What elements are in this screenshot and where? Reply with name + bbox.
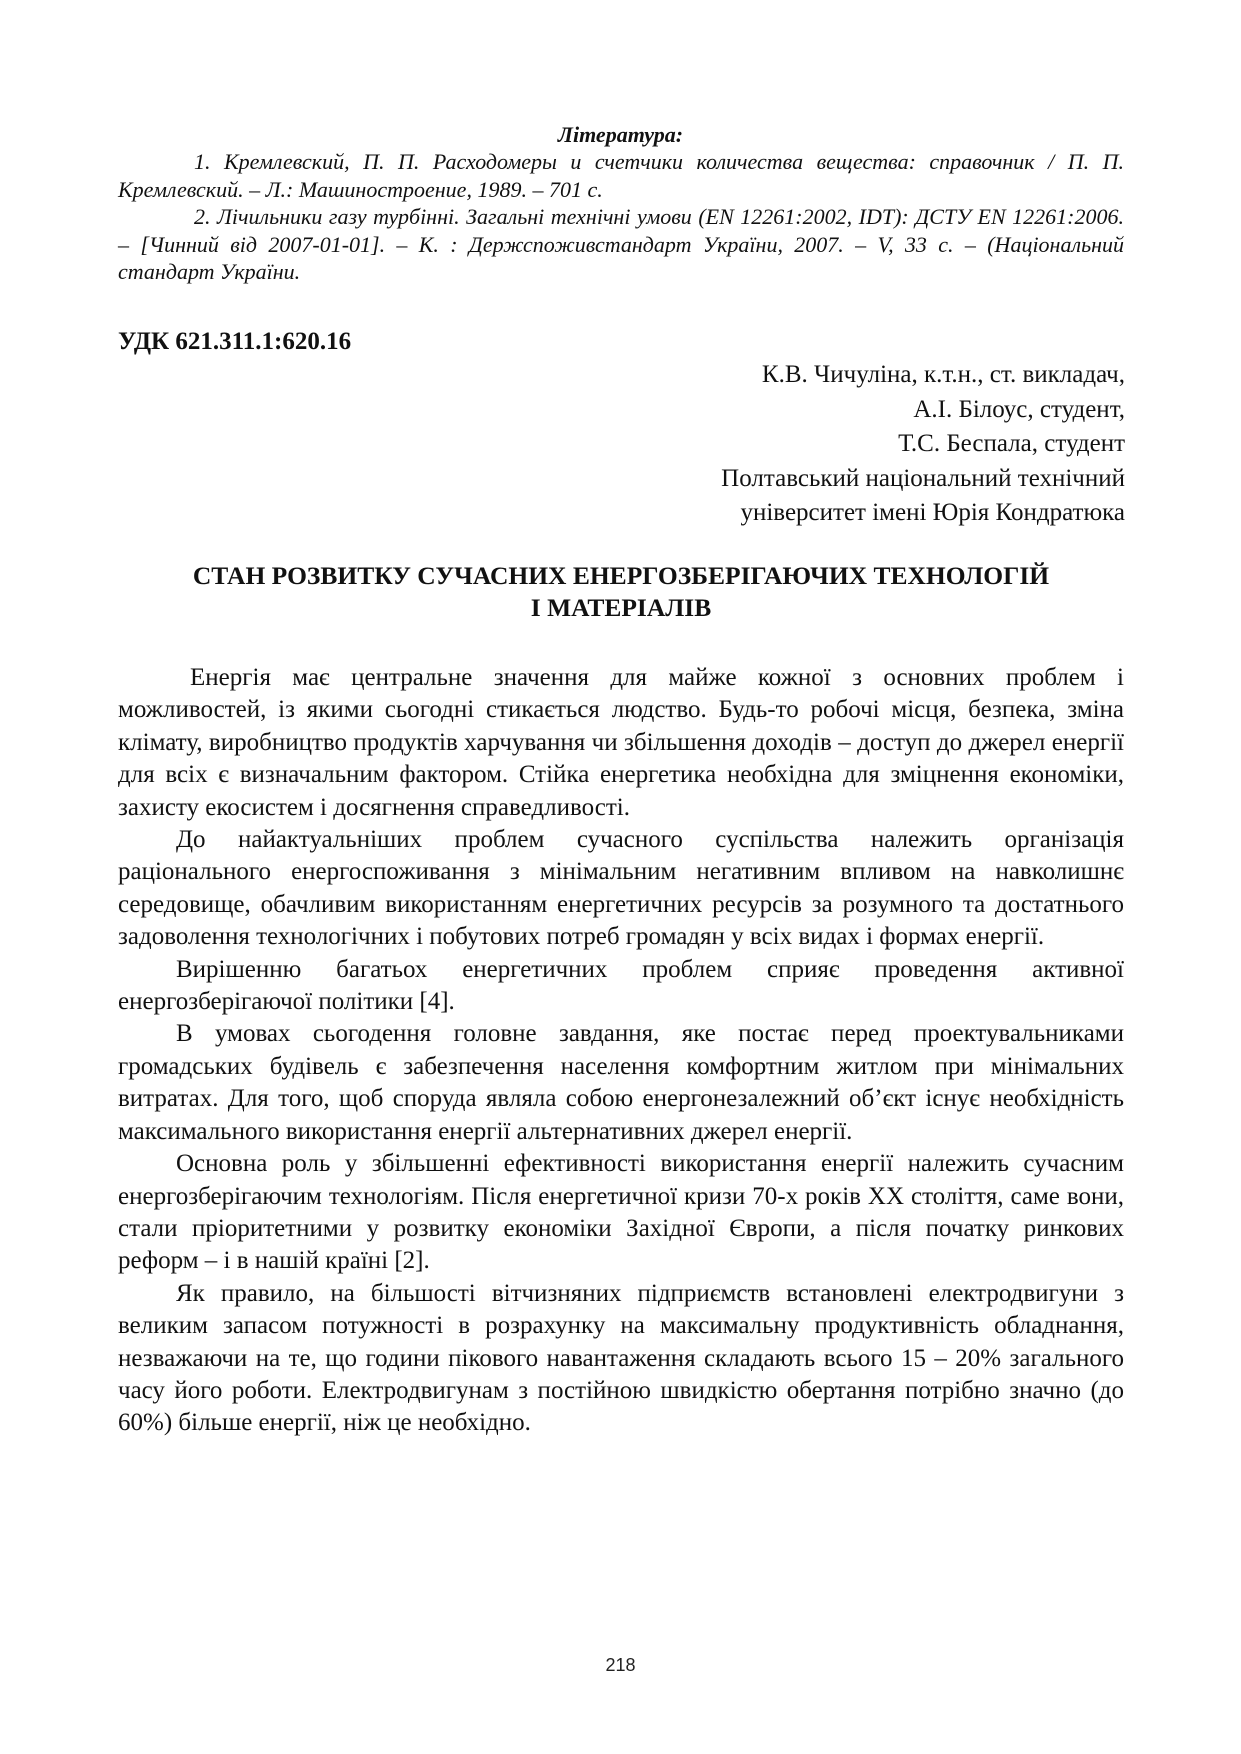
- authors-block: [721, 358, 1125, 531]
- body-paragraph: Вирішенню багатьох енергетичних проблем сприяє проведення активної енергозберігаючої політики [4].: [118, 955, 1124, 1016]
- udk-code: УДК 621.311.1:620.16: [118, 328, 352, 355]
- author-line: А.І. Білоус, студент,: [913, 395, 1125, 423]
- author-line: Т.С. Беспала, студент: [898, 430, 1125, 457]
- article-title-line: СТАН РОЗВИТКУ СУЧАСНИХ ЕНЕРГОЗБЕРІГАЮЧИХ ТЕХНОЛОГІЙ: [192, 561, 1050, 590]
- literature-heading: Література:: [557, 122, 684, 147]
- literature-item: 2. Лічильники газу турбінні. Загальні технічні умови (EN 12261:2002, IDT): ДСТУ EN 12261:2006. – [Чинний від 2007-01-01]. – К. : Держспоживстандарт України, 2007. – V, 33 с. – (Національний стандарт України.: [118, 204, 1124, 284]
- literature-list: [118, 148, 1124, 286]
- body-paragraph: В умовах сьогодення головне завдання, яке постає перед проектувальниками громадських будівель є забезпечення населення комфортним житлом при мінімальних витратах. Для того, щоб споруда являла собою енергонезалежний об’єкт існує необхідність максимального використання енергії альтернативних джерел енергії.: [118, 1020, 1124, 1145]
- body-paragraph: Як правило, на більшості вітчизняних підприємств встановлені електродвигуни з великим запасом потужності в розрахунку на максимальну продуктивність обладнання, незважаючи на те, що години пікового навантаження складають всього 15 – 20% загального часу його роботи. Електродвигунам з постійною швидкістю обертання потрібно значно (до 60%) більше енергії, ніж це необхідно.: [118, 1279, 1124, 1437]
- body-paragraph: Енергія має центральне значення для майже кожної з основних проблем і можливостей, із якими сьогодні стикається людство. Будь-то робочі місця, безпека, зміна клімату, виробництво продуктів харчування чи збільшення доходів – доступ до джерел енергії для всіх є визначальним фактором. Стійка енергетика необхідна для зміцнення економіки, захисту екосистем і досягнення справедливості.: [118, 664, 1124, 821]
- author-line: К.В. Чичуліна, к.т.н., ст. викладач,: [761, 361, 1125, 388]
- affiliation-line: університет імені Юрія Кондратюка: [740, 499, 1125, 526]
- affiliation-line: Полтавський національний технічний: [721, 464, 1125, 492]
- body-paragraph: Основна роль у збільшенні ефективності використання енергії належить сучасним енергозберігаючим технологіям. Після енергетичної кризи 70-х років ХХ століття, саме вони, стали пріоритетними у розвитку економіки Західної Європи, а після початку ринкових реформ – і в нашій країні [2].: [118, 1150, 1124, 1275]
- article-title-line: І МАТЕРІАЛІВ: [530, 593, 712, 622]
- article-title: [118, 560, 1124, 624]
- body-paragraph: До найактуальніших проблем сучасного суспільства належить організація раціонального енергоспоживання з мінімальним негативним впливом на навколишнє середовище, обачливим використанням енергетичних ресурсів за розумного та достатнього задоволення технологічних і побутових потреб громадян у всіх видах і формах енергії.: [118, 826, 1124, 951]
- article-body: [118, 662, 1124, 1440]
- literature-item: 1. Кремлевский, П. П. Расходомеры и счетчики количества вещества: справочник / П. П. Кремлевский. – Л.: Машиностроение, 1989. – 701 с.: [118, 149, 1124, 202]
- page-number: 218: [605, 1655, 636, 1675]
